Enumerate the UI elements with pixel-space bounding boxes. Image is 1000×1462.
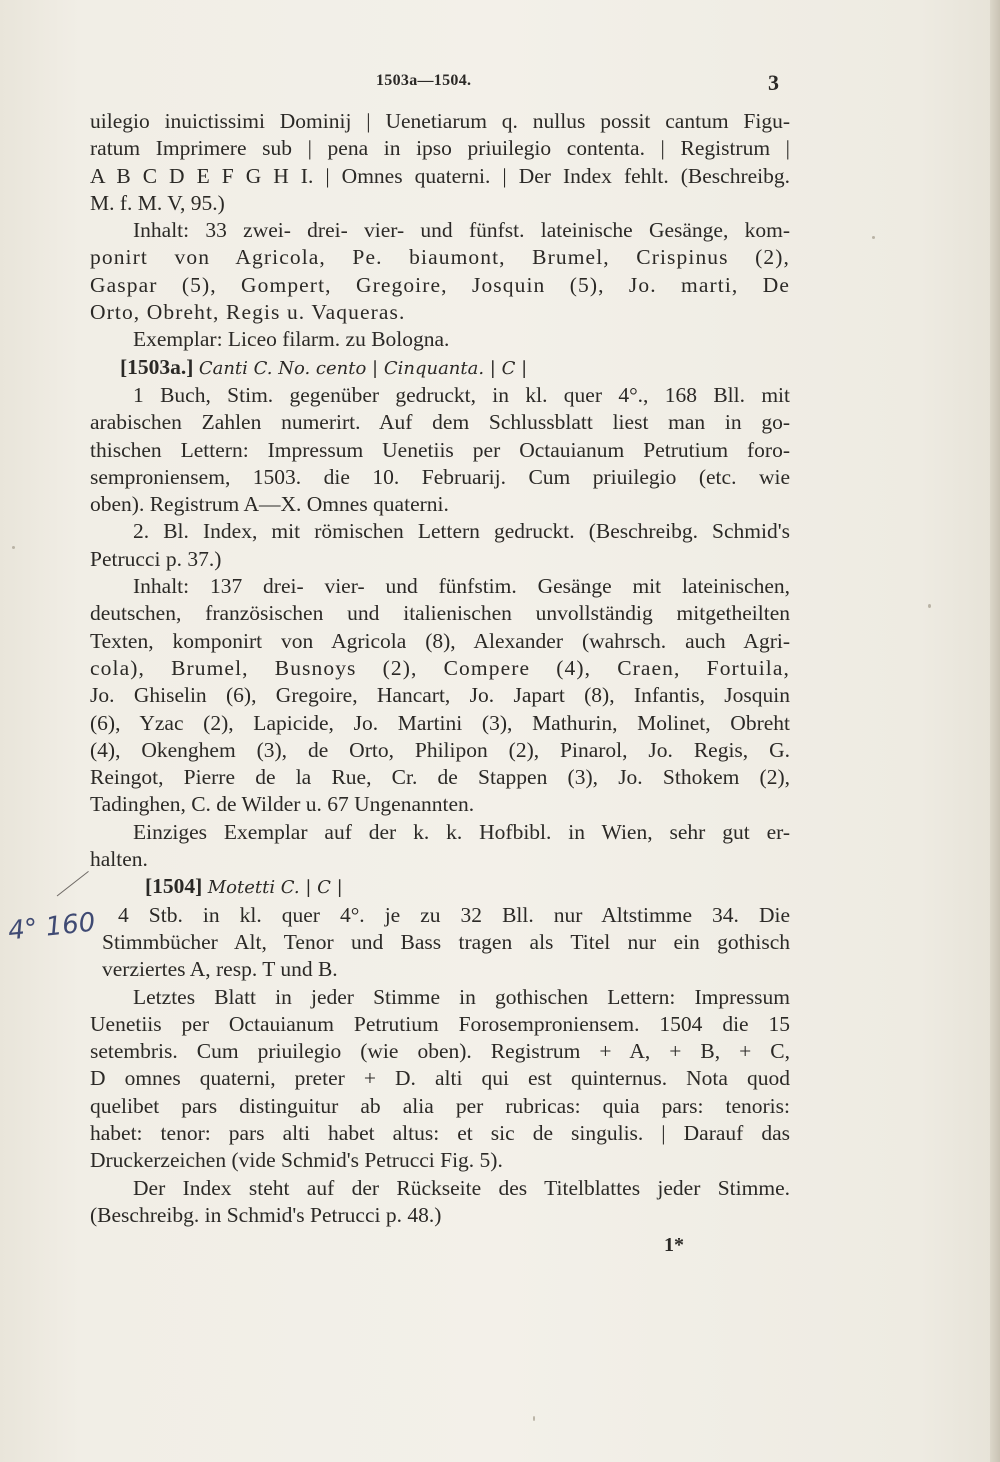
text-line: Reingot, Pierre de la Rue, Cr. de Stappen (3), Jo. Sthokem (2), [90, 765, 790, 790]
page-number: 3 [768, 70, 779, 95]
text-line: thischen Lettern: Impressum Uenetiis per Octauianum Petrutium foro- [90, 437, 790, 462]
text-line: setembris. Cum priuilegio (wie oben). Registrum + A, + B, + C, [90, 1039, 790, 1064]
text-line: Tadinghen, C. de Wilder u. 67 Ungenannten. [90, 792, 475, 817]
text-line: A B C D E F G H I. | Omnes quaterni. | Der Index fehlt. (Beschreibg. [90, 163, 790, 188]
paper-speck [533, 1416, 535, 1421]
entry-number: [1503a.] [120, 354, 194, 379]
text-line: Exemplar: Liceo filarm. zu Bologna. [133, 327, 450, 352]
text-line: Gaspar (5), Gompert, Gregoire, Josquin (5), Jo. marti, De [90, 272, 790, 297]
handwritten-shelfmark: 4° 160 [6, 907, 97, 947]
text-line: oben). Registrum A—X. Omnes quaterni. [90, 492, 449, 517]
paper-speck [12, 546, 15, 549]
text-line: 1 Buch, Stim. gegenüber gedruckt, in kl. quer 4°., 168 Bll. mit [133, 382, 790, 407]
text-line: Orto, Obreht, Regis u. Vaqueras. [90, 300, 406, 325]
text-line: cola), Brumel, Busnoys (2), Compere (4), Craen, Fortuila, [90, 655, 790, 680]
text-line: 2. Bl. Index, mit römischen Lettern gedruckt. (Beschreibg. Schmid's [133, 519, 790, 544]
text-line: Jo. Ghiselin (6), Gregoire, Hancart, Jo. Japart (8), Infantis, Josquin [90, 683, 790, 708]
text-line: Uenetiis per Octauianum Petrutium Forosemproniensem. 1504 die 15 [90, 1011, 790, 1036]
entry-heading-1504 [90, 873, 790, 901]
text-line: semproniensem, 1503. die 10. Februarij. Cum priuilegio (etc. wie [90, 464, 790, 489]
entry-number: [1504] [145, 874, 203, 899]
text-line: (Beschreibg. in Schmid's Petrucci p. 48.) [90, 1202, 442, 1227]
text-line: quelibet pars distinguitur ab alia per rubricas: quia pars: tenoris: [90, 1093, 790, 1118]
text-line: Inhalt: 33 zwei- drei- vier- und fünfst. lateinische Gesänge, kom- [133, 218, 790, 243]
text-line: Stimmbücher Alt, Tenor und Bass tragen als Titel nur ein gothisch [102, 929, 790, 954]
text-line: verziertes A, resp. T und B. [102, 957, 338, 982]
paper-speck [928, 604, 931, 608]
text-line: Letztes Blatt in jeder Stimme in gothischen Lettern: Impressum [133, 984, 790, 1009]
text-line: Einziges Exemplar auf der k. k. Hofbibl. in Wien, sehr gut er- [133, 819, 790, 844]
text-line: ratum Imprimere sub | pena in ipso priuilegio contenta. | Registrum | [90, 136, 790, 161]
text-line: uilegio inuictissimi Dominij | Uenetiarum q. nullus possit cantum Figu- [90, 109, 790, 133]
text-line: Petrucci p. 37.) [90, 546, 222, 571]
body-text [90, 108, 790, 1229]
entry-heading-1503a [90, 354, 790, 382]
page-edge [990, 0, 1000, 1462]
text-line: halten. [90, 847, 148, 872]
text-line: 4 Stb. in kl. quer 4°. je zu 32 Bll. nur Altstimme 34. Die [118, 902, 790, 927]
text-line: deutschen, französischen und italienischen unvollständig mitgetheilten [90, 601, 790, 626]
text-line: (4), Okenghem (3), de Orto, Philipon (2), Pinarol, Jo. Regis, G. [90, 737, 790, 762]
text-line: (6), Yzac (2), Lapicide, Jo. Martini (3), Mathurin, Molinet, Obreht [90, 710, 790, 735]
text-line: Inhalt: 137 drei- vier- und fünfstim. Gesänge mit lateinischen, [133, 574, 790, 599]
signature-mark: 1* [664, 1234, 684, 1256]
text-line: Texten, komponirt von Agricola (8), Alexander (wahrsch. auch Agri- [90, 628, 790, 653]
text-line: D omnes quaterni, preter + D. alti qui est quinternus. Nota quod [90, 1066, 790, 1091]
text-line: Der Index steht auf der Rückseite des Titelblattes jeder Stimme. [133, 1175, 790, 1200]
text-line: ponirt von Agricola, Pe. biaumont, Brumel, Crispinus (2), [90, 245, 790, 270]
running-head [0, 66, 1000, 96]
text-line: Druckerzeichen (vide Schmid's Petrucci Fig. 5). [90, 1148, 503, 1173]
entry-title: Motetti C. | C | [207, 877, 343, 899]
running-title: 1503a—1504. [376, 72, 472, 89]
text-line: habet: tenor: pars alti habet altus: et sic de singulis. | Darauf das [90, 1120, 790, 1145]
paper-speck [872, 236, 875, 239]
text-line: arabischen Zahlen numerirt. Auf dem Schlussblatt liest man in go- [90, 410, 790, 435]
entry-title: Canti C. No. cento | Cinquanta. | C | [198, 357, 528, 379]
text-line: M. f. M. V, 95.) [90, 190, 225, 215]
